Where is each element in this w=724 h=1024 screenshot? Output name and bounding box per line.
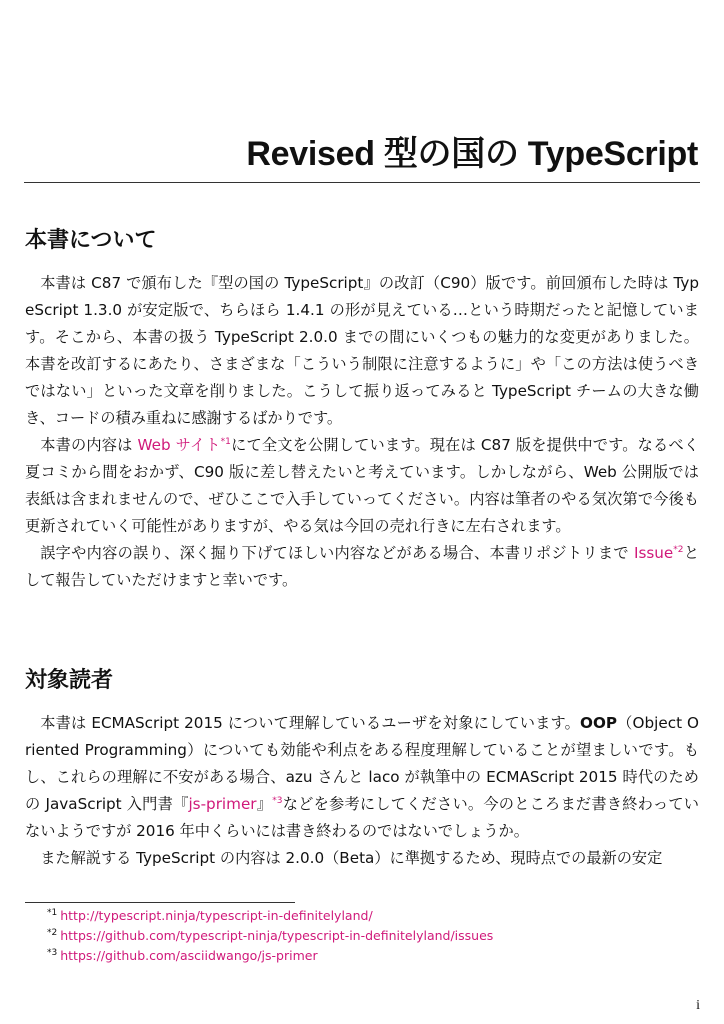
page-number: i [696, 998, 700, 1013]
section-target-readers [25, 666, 699, 872]
title-divider [24, 182, 700, 183]
paragraph-intro: 本書は C87 で頒布した『型の国の TypeScript』の改訂（C90）版です。前回頒布した時は TypeScript 1.3.0 が安定版で、ちらほら 1.4.1 の形が見えている…という時期だったと記憶しています。そこから、本書の扱う TypeScript 2.0.0 までの間にいくつもの魅力的な変更がありました。本書を改訂するにあたり、さまざまな「こういう制限に注意するように」や「この方法は使うべきではない」といった文章を削りました。こうして振り返ってみると TypeScript チームの大きな働き、コードの積み重ねに感謝するばかりです。 [25, 274, 700, 427]
footnote-mark: *2 [47, 927, 58, 938]
paragraph-version: また解説する TypeScript の内容は 2.0.0（Beta）に準拠するため、現時点での最新の安定 [40, 849, 663, 867]
page-title: Revised 型の国の TypeScript [246, 135, 698, 173]
paragraph-audience [25, 710, 699, 845]
footnote-url-link[interactable]: https://github.com/typescript-ninja/typescript-in-definitelyland/issues [60, 928, 494, 943]
js-primer-link[interactable]: js-primer [188, 795, 257, 813]
footnote-ref-1[interactable]: *1 [220, 436, 231, 447]
footnote-mark: *3 [47, 947, 58, 958]
paragraph-text: 誤字や内容の誤り、深く掘り下げてほしい内容などがある場合、本書リポジトリまで [40, 544, 634, 562]
footnote-3 [47, 946, 697, 966]
section-heading-about: 本書について [25, 228, 157, 253]
footnote-1 [47, 906, 697, 926]
section-heading-readers: 対象読者 [25, 668, 114, 693]
footnote-ref-2[interactable]: *2 [673, 544, 684, 555]
footnote-ref-3[interactable]: *3 [272, 795, 283, 806]
paragraph-text: 本書は ECMAScript 2015 について理解しているユーザを対象にしています。 [40, 714, 581, 732]
oop-term: OOP [580, 714, 617, 732]
paragraph-text: として報告していただけますと幸いです。 [25, 544, 700, 589]
footnote-divider [25, 902, 295, 903]
section-body-about [25, 270, 699, 594]
footnotes [47, 906, 697, 966]
paragraph-text: にて全文を公開しています。現在は C87 版を提供中です。なるべく夏コミから間をおかず、C90 版に差し替えたいと考えています。しかしながら、Web 公開版では表紙は含まれませんので、ぜひここで入手していってください。内容は筆者のやる気次第で今後も更新されていく可能性がありますが、やる気は今回の売れ行きに左右されます。 [25, 436, 700, 535]
issue-link[interactable]: Issue [634, 544, 674, 562]
footnote-url-link[interactable]: http://typescript.ninja/typescript-in-definitelyland/ [60, 908, 373, 923]
paragraph-web-publication [25, 432, 699, 540]
paragraph-issue-report [25, 540, 699, 594]
web-site-link[interactable]: Web サイト [137, 436, 221, 454]
footnote-mark: *1 [47, 907, 58, 918]
section-about-this-book [25, 226, 699, 594]
footnote-url-link[interactable]: https://github.com/asciidwango/js-primer [60, 948, 318, 963]
paragraph-text: などを参考にしてください。今のところまだ書き終わっていないようですが 2016 年中くらいには書き終わるのではないでしょうか。 [25, 795, 699, 840]
paragraph-text: 』 [256, 795, 273, 813]
footnote-2 [47, 926, 697, 946]
paragraph-text: 本書の内容は [40, 436, 138, 454]
paragraph-text: （Object Oriented Programming）についても効能や利点をある程度理解していることが望ましいです。もし、これらの理解に不安がある場合、azu さんと laco が執筆中の ECMAScript 2015 時代のための JavaScript 入門書『 [25, 714, 699, 813]
section-body-readers [25, 710, 699, 872]
